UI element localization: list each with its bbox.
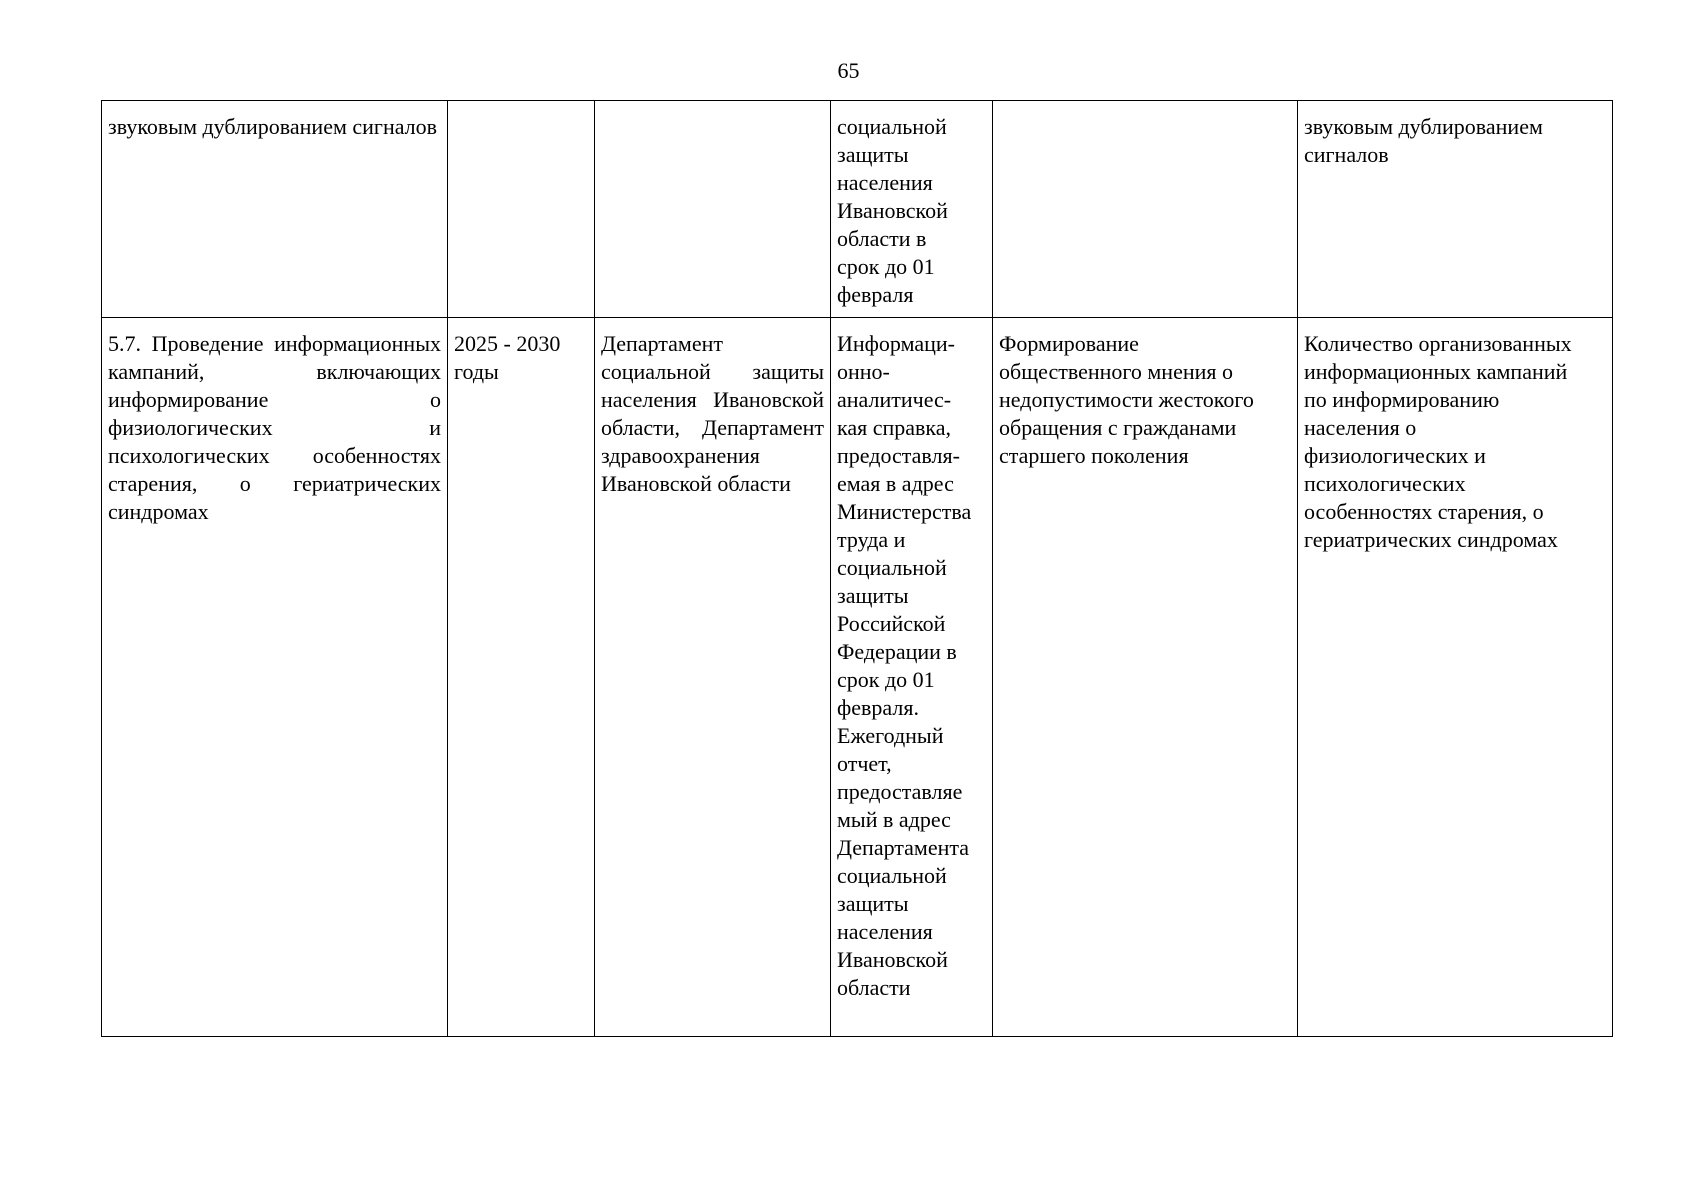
measures-table [101, 100, 1613, 1037]
cell-text: 5.7. Проведение информационных кампаний, включающих информирование о физиологических и психологических особенностях старения, о гериатрических синдромах [108, 331, 441, 524]
page-number: 65 [837, 58, 860, 83]
cell-text: звуковым дублированием сигналов [108, 114, 438, 139]
table-row [102, 101, 1613, 318]
table-cell-executor [595, 318, 831, 1037]
cell-text: Информаци- онно- аналитичес- кая справка, предоставля- емая в адрес Министерства труда и социальной защиты Российской Федерации в срок до 01 февраля. Ежегодный отчет, предоставляе мый в адрес Департамента социальной защиты населения Ивановской области [837, 331, 972, 1000]
table-cell-result [993, 318, 1298, 1037]
cell-text: Количество организованных информационных кампаний по информированию населения о физиологических и психологических особенностях старения, о гериатрических синдромах [1304, 331, 1572, 552]
cell-text: звуковым дублированием сигналов [1304, 114, 1543, 167]
table-cell-result [993, 101, 1298, 318]
cell-text: социальной защиты населения Ивановской области в срок до 01 февраля [837, 114, 948, 307]
table-cell-measure [102, 101, 448, 318]
table-cell-measure [102, 318, 448, 1037]
table-cell-indicator [1298, 318, 1613, 1037]
table-cell-period [448, 318, 595, 1037]
table-cell-report-form [831, 318, 993, 1037]
table-cell-executor [595, 101, 831, 318]
table-cell-period [448, 101, 595, 318]
table-cell-report-form [831, 101, 993, 318]
cell-text: Департамент социальной защиты населения Ивановской области, Департамент здравоохранения Ивановской области [601, 331, 824, 496]
table-row [102, 318, 1613, 1037]
table-cell-indicator [1298, 101, 1613, 318]
cell-text: Формирование общественного мнения о недопустимости жестокого обращения с гражданами старшего поколения [999, 331, 1254, 468]
cell-text: 2025 - 2030 годы [454, 331, 561, 384]
